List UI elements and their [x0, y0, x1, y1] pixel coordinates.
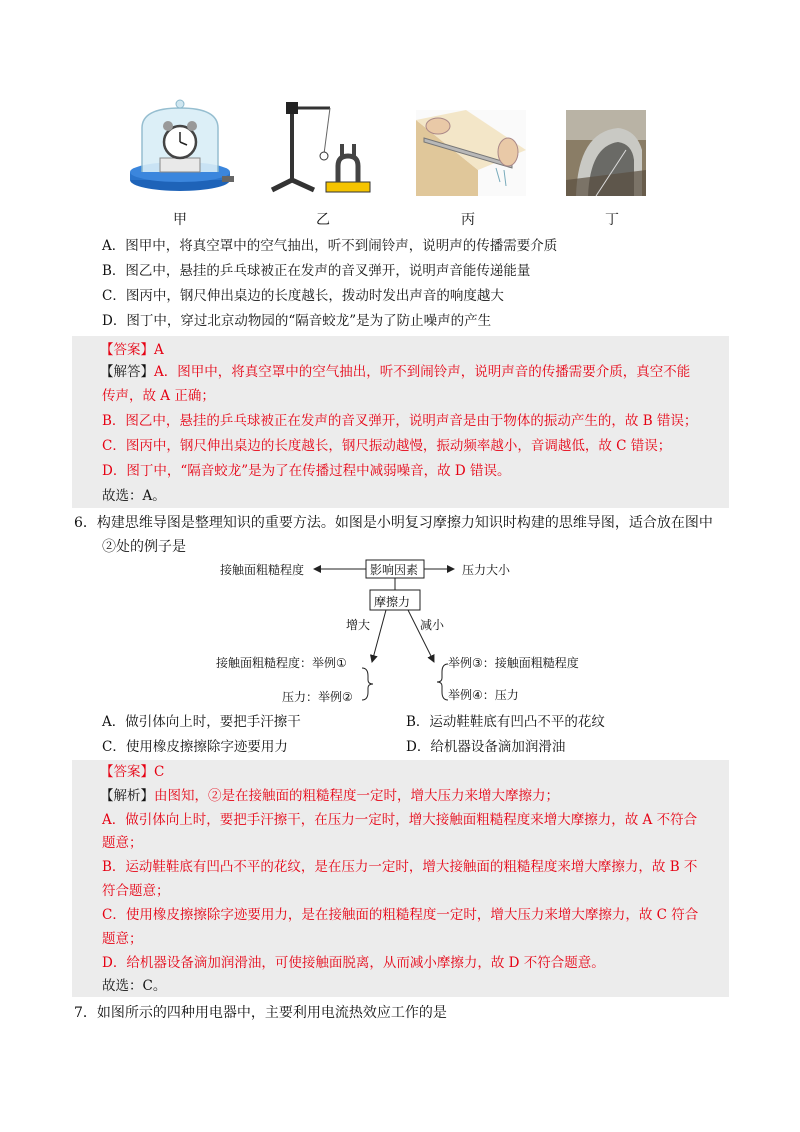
- q6-answer-line: [100, 762, 164, 782]
- mm-dec-example-4: 举例④：压力: [448, 688, 519, 702]
- caption-jia: 甲: [173, 212, 187, 228]
- q6-analysis-line-7: D．给机器设备滴加润滑油，可使接触面脱离，从而减小摩擦力，故 D 不符合题意。: [102, 955, 605, 971]
- figure-jia-bell-jar: [126, 96, 234, 196]
- q5-analysis-line-4: C．图丙中，钢尺伸出桌边的长度越长，钢尺振动越慢，振动频率越小，音调越低，故 C 错误；: [102, 438, 672, 454]
- mm-center: 摩擦力: [374, 595, 411, 609]
- caption-yi: 乙: [316, 212, 330, 228]
- mm-dec-example-3: 举例③：接触面粗糙程度: [448, 656, 579, 670]
- q6-stem-line-1: 6．构建思维导图是整理知识的重要方法。如图是小明复习摩擦力知识时构建的思维导图，适合放在图中: [74, 515, 713, 531]
- q6-analysis-line-3: B．运动鞋鞋底有凹凸不平的花纹，是在压力一定时，增大接触面的粗糙程度来增大摩擦力，故 B 不: [102, 859, 698, 875]
- q5-analysis-label: 【解答】: [100, 364, 154, 380]
- figure-bing-steel-ruler: [416, 110, 526, 196]
- q6-analysis-line-6: 题意；: [102, 931, 143, 947]
- q6-analysis-line-0: [100, 786, 559, 806]
- q5-conclusion: 故选：A。: [102, 488, 166, 504]
- q6-option-c: C．使用橡皮擦擦除字迹要用力: [102, 739, 288, 755]
- q6-answer-label: 【答案】: [100, 764, 154, 780]
- q6-conclusion: 故选：C。: [102, 978, 167, 994]
- q7-stem: 7．如图所示的四种用电器中，主要利用电流热效应工作的是: [74, 1005, 447, 1021]
- q6-option-a: A．做引体向上时，要把手汗擦干: [102, 714, 301, 730]
- q5-option-c: C．图丙中，钢尺伸出桌边的长度越长，拨动时发出声音的响度越大: [102, 288, 504, 304]
- q5-answer-value: A: [154, 342, 164, 358]
- q5-analysis-line-3: B．图乙中，悬挂的乒乓球被正在发声的音叉弹开，说明声音是由于物体的振动产生的，故 B 错误；: [102, 413, 698, 429]
- mm-inc-example-1: 接触面粗糙程度：举例①: [216, 656, 347, 670]
- q5-option-b: B．图乙中，悬挂的乒乓球被正在发声的音叉弹开，说明声音能传递能量: [102, 263, 531, 279]
- q5-option-d: D．图丁中，穿过北京动物园的“隔音蛟龙”是为了防止噪声的产生: [102, 313, 492, 329]
- q5-analysis-line-1: [100, 362, 690, 382]
- figure-yi-tuning-fork: [268, 96, 372, 196]
- q6-analysis-first: 由图知，②是在接触面的粗糙程度一定时，增大压力来增大摩擦力；: [154, 788, 559, 804]
- mm-right-factor: 压力大小: [462, 563, 511, 577]
- friction-mind-map: [216, 558, 586, 708]
- q5-analysis-line-5: D．图丁中，“隔音蛟龙”是为了在传播过程中减弱噪音，故 D 错误。: [102, 463, 511, 479]
- mm-decrease: 减小: [420, 618, 445, 632]
- q6-analysis-line-1: A．做引体向上时，要把手汗擦干，在压力一定时，增大接触面粗糙程度来增大摩擦力，故 A 不符合: [102, 812, 698, 828]
- mm-left-factor: 接触面粗糙程度: [220, 563, 305, 577]
- q6-analysis-line-4: 符合题意；: [102, 883, 170, 899]
- q5-answer-line: [100, 340, 164, 360]
- q6-option-d: D．给机器设备滴加润滑油: [406, 739, 566, 755]
- mm-increase: 增大: [346, 618, 371, 632]
- mm-center-top: 影响因素: [370, 563, 419, 577]
- caption-ding: 丁: [605, 212, 619, 228]
- q6-analysis-line-2: 题意；: [102, 835, 143, 851]
- q5-answer-label: 【答案】: [100, 342, 154, 358]
- caption-bing: 丙: [461, 212, 475, 228]
- q5-option-a: A．图甲中，将真空罩中的空气抽出，听不到闹铃声，说明声的传播需要介质: [102, 238, 558, 254]
- q6-analysis-label: 【解析】: [100, 788, 154, 804]
- q6-analysis-line-5: C．使用橡皮擦擦除字迹要用力，是在接触面的粗糙程度一定时，增大压力来增大摩擦力，故 C 符合: [102, 907, 699, 923]
- q6-option-b: B．运动鞋鞋底有凹凸不平的花纹: [406, 714, 605, 730]
- q5-analysis-text-1: A．图甲中，将真空罩中的空气抽出，听不到闹铃声，说明声音的传播需要介质，真空不能: [154, 364, 691, 380]
- mm-inc-example-2: 压力：举例②: [282, 690, 353, 704]
- q6-stem-line-2: ②处的例子是: [102, 539, 186, 555]
- q6-answer-value: C: [154, 764, 165, 780]
- q5-analysis-line-2: 传声，故 A 正确；: [102, 388, 215, 404]
- figure-ding-sound-barrier: [566, 110, 646, 196]
